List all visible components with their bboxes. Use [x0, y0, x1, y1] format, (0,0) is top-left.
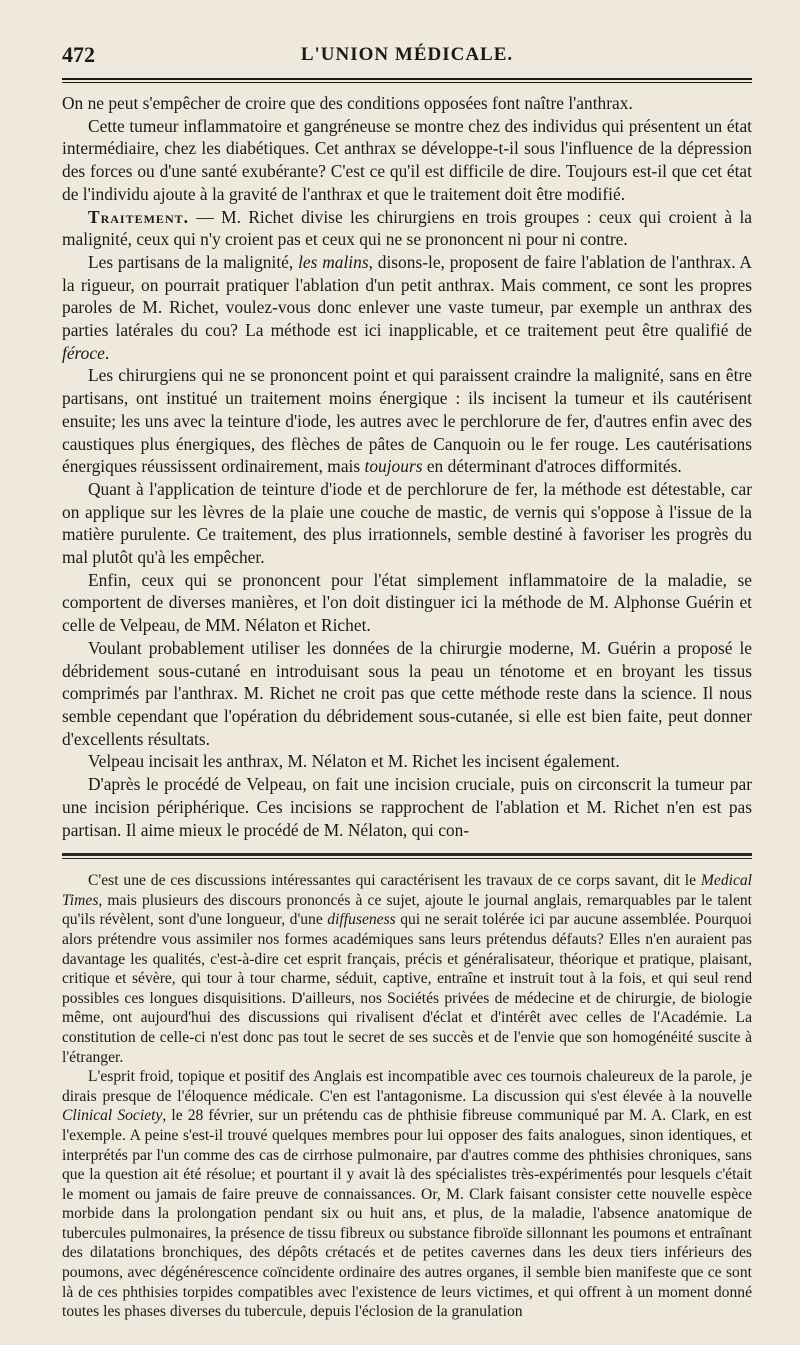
footnote	[62, 871, 752, 1322]
italic-text: féroce	[62, 342, 105, 363]
paragraph-text: Les chirurgiens qui ne se prononcent point et qui paraissent craindre la malignité, sans en être partisans, ont institué un traitement moins énergique : ils incisent la tumeur et ils cautérisent ensuite; les uns avec la teinture d'iode, les autres avec le perchlorure de fer, d'autres enfin avec des caustiques plus énergiques, des flèches de pâtes de Canquoin ou le fer rouge. Les cautérisations énergiques réussissent ordinairement, mais	[62, 365, 752, 477]
italic-text: les malins	[298, 251, 369, 272]
footnote-separator	[62, 853, 752, 859]
paragraph-text: en déterminant d'atroces difformités.	[422, 456, 682, 477]
footnote-text: C'est une de ces discussions intéressantes qui caractérisent les travaux de ce corps savant, dit le	[88, 872, 701, 890]
footnote-text: L'esprit froid, topique et positif des Anglais est incompatible avec ces tournois chaleureux de la parole, je dirais presque de l'éloquence médicale. C'en est l'antagonisme. La discussion qui s'est élevée à la nouvelle	[62, 1068, 752, 1105]
paragraph: Voulant probablement utiliser les données de la chirurgie moderne, M. Guérin a proposé le débridement sous-cutané en introduisant sous la peau un ténotome et en broyant les tissus comprimés par l'anthrax. M. Richet ne croit pas que cette méthode reste dans la science. Il nous semble cependant que l'opération du débridement sous-cutanée, si elle est bien faite, peut donner d'excellents résultats.	[62, 637, 752, 749]
journal-title: L'UNION MÉDICALE.	[300, 44, 514, 65]
footnote-paragraph	[62, 871, 752, 1067]
page-number: 472	[62, 42, 95, 67]
running-header	[62, 38, 752, 70]
header-rule	[62, 78, 752, 80]
italic-text: Clinical Society	[62, 1107, 163, 1125]
italic-text: Medical Times	[62, 872, 752, 909]
footnote-text: , mais plusieurs des discours prononcés à ce sujet, ajoute le journal anglais, remarquables par le talent qu'ils révèlent, sont d'une longueur, d'une	[62, 891, 752, 929]
paragraph-text: , disons-le, proposent de faire l'ablation de l'anthrax. A la rigueur, on pourrait pratiquer l'ablation d'un petit anthrax. Mais comment, ce sont les propres paroles de M. Richet, voulez-vous donc enlever une vaste tumeur, par exemple un anthrax des parties latérales du cou? La méthode est ici inapplicable, et ce traitement peut être qualifié de	[62, 251, 752, 341]
header-rule-thin	[62, 82, 752, 83]
paragraph: Quant à l'application de teinture d'iode et de perchlorure de fer, la méthode est détestable, car on applique sur les lèvres de la plaie une couche de mastic, de vernis qui s'oppose à l'issue de la matière purulente. Ce traitement, des plus irrationnels, semble destiné à favoriser les progrès du mal plutôt qu'à les empêcher.	[62, 478, 752, 568]
paragraph: On ne peut s'empêcher de croire que des conditions opposées font naître l'anthrax.	[62, 93, 633, 113]
paragraph: Enfin, ceux qui se prononcent pour l'état simplement inflammatoire de la maladie, se comportent de diverses manières, et l'on doit distinguer ici la méthode de M. Alphonse Guérin et celle de Velpeau, de MM. Nélaton et Richet.	[62, 569, 752, 636]
main-text	[62, 92, 752, 841]
paragraph	[62, 251, 752, 365]
paragraph: Velpeau incisait les anthrax, M. Nélaton et M. Richet les incisent également.	[88, 751, 620, 772]
footnote-paragraph	[62, 1067, 752, 1322]
paragraph-text: .	[104, 342, 110, 363]
paragraph-text: Les partisans de la malignité,	[88, 251, 299, 272]
footnote-text: qui ne serait tolérée ici par aucune assemblée. Pourquoi alors prétendre vous assimiler nos formes académiques sans leurs prétendus défauts? Elles n'en auraient pas davantage les qualités, c'est-à-dire cet esprit français, précis et généralisateur, théorique et pratique, plaisant, critique et sévère, qui tour à tour charme, séduit, captive, entraîne et instruit tout à la fois, et qui seul rend possibles ces longues disquisitions. D'ailleurs, nos Sociétés privées de médecine et de chirurgie, de biologie même, ont aujourd'hui des discussions qui rivalisent d'éclat et d'intérêt avec celles de l'Académie. La constitution de celle-ci n'est donc pas tout le secret de ses succès et de l'envie que son homogénéité suscite à l'étranger.	[62, 911, 752, 1066]
section-heading: Traitement.	[88, 206, 189, 227]
paragraph	[62, 364, 752, 478]
italic-text: diffuseness	[327, 911, 396, 929]
paragraph: D'après le procédé de Velpeau, on fait une incision cruciale, puis on circonscrit la tumeur par une incision périphérique. Ces incisions se rapprochent de l'ablation et M. Richet n'en est pas partisan. Il aime mieux le procédé de M. Nélaton, qui con-	[62, 774, 752, 840]
paragraph: Cette tumeur inflammatoire et gangréneuse se montre chez des individus qui présentent un état intermédiaire, chez les diabétiques. Cet anthrax se développe-t-il sous l'influence de la dépression des forces ou d'une santé exubérante? C'est ce qu'il est difficile de dire. Toujours est-il que cet état de l'individu ajoute à la gravité de l'anthrax et que le traitement doit être modifié.	[62, 115, 752, 204]
paragraph	[62, 206, 752, 251]
paragraph-text: — M. Richet divise les chirurgiens en trois groupes : ceux qui croient à la malignité, ceux qui n'y croient pas et ceux qui ne se prononcent ni pour ni contre.	[62, 206, 752, 250]
footnote-text: , le 28 février, sur un prétendu cas de phthisie fibreuse communiqué par M. A. Clark, en est l'exemple. A peine s'est-il trouvé quelques membres pour lui opposer des faits analogues, sinon identiques, et interprétés par l'un comme des cas de cirrhose pulmonaire, par d'autres comme des phthisies chroniques, sans que la question ait été résolue; et pourtant il y avait là des spécialistes très-expérimentés pour lesquels c'était le moment ou jamais de faire preuve de connaissances. Or, M. Clark faisant consister cette nouvelle espèce morbide dans la prolongation pendant six ou huit ans, et plus, de la maladie, l'absence anatomique de tubercules pulmonaires, la présence de tissu fibreux ou substance fibroïde sillonnant les poumons et entraînant des dilatations bronchiques, des dépôts crétacés et de petites cavernes dans les deux tiers inférieurs des poumons, avec dégénérescence coïncidente ordinaire des autres organes, il semble bien manifeste que ce sont là de ces phthisies torpides compatibles avec l'existence de leurs victimes, et qui offrent à un moment donné toutes les phases diverses du tubercule, depuis l'éclosion de la granulation	[62, 1107, 752, 1321]
italic-text: toujours	[364, 456, 423, 477]
